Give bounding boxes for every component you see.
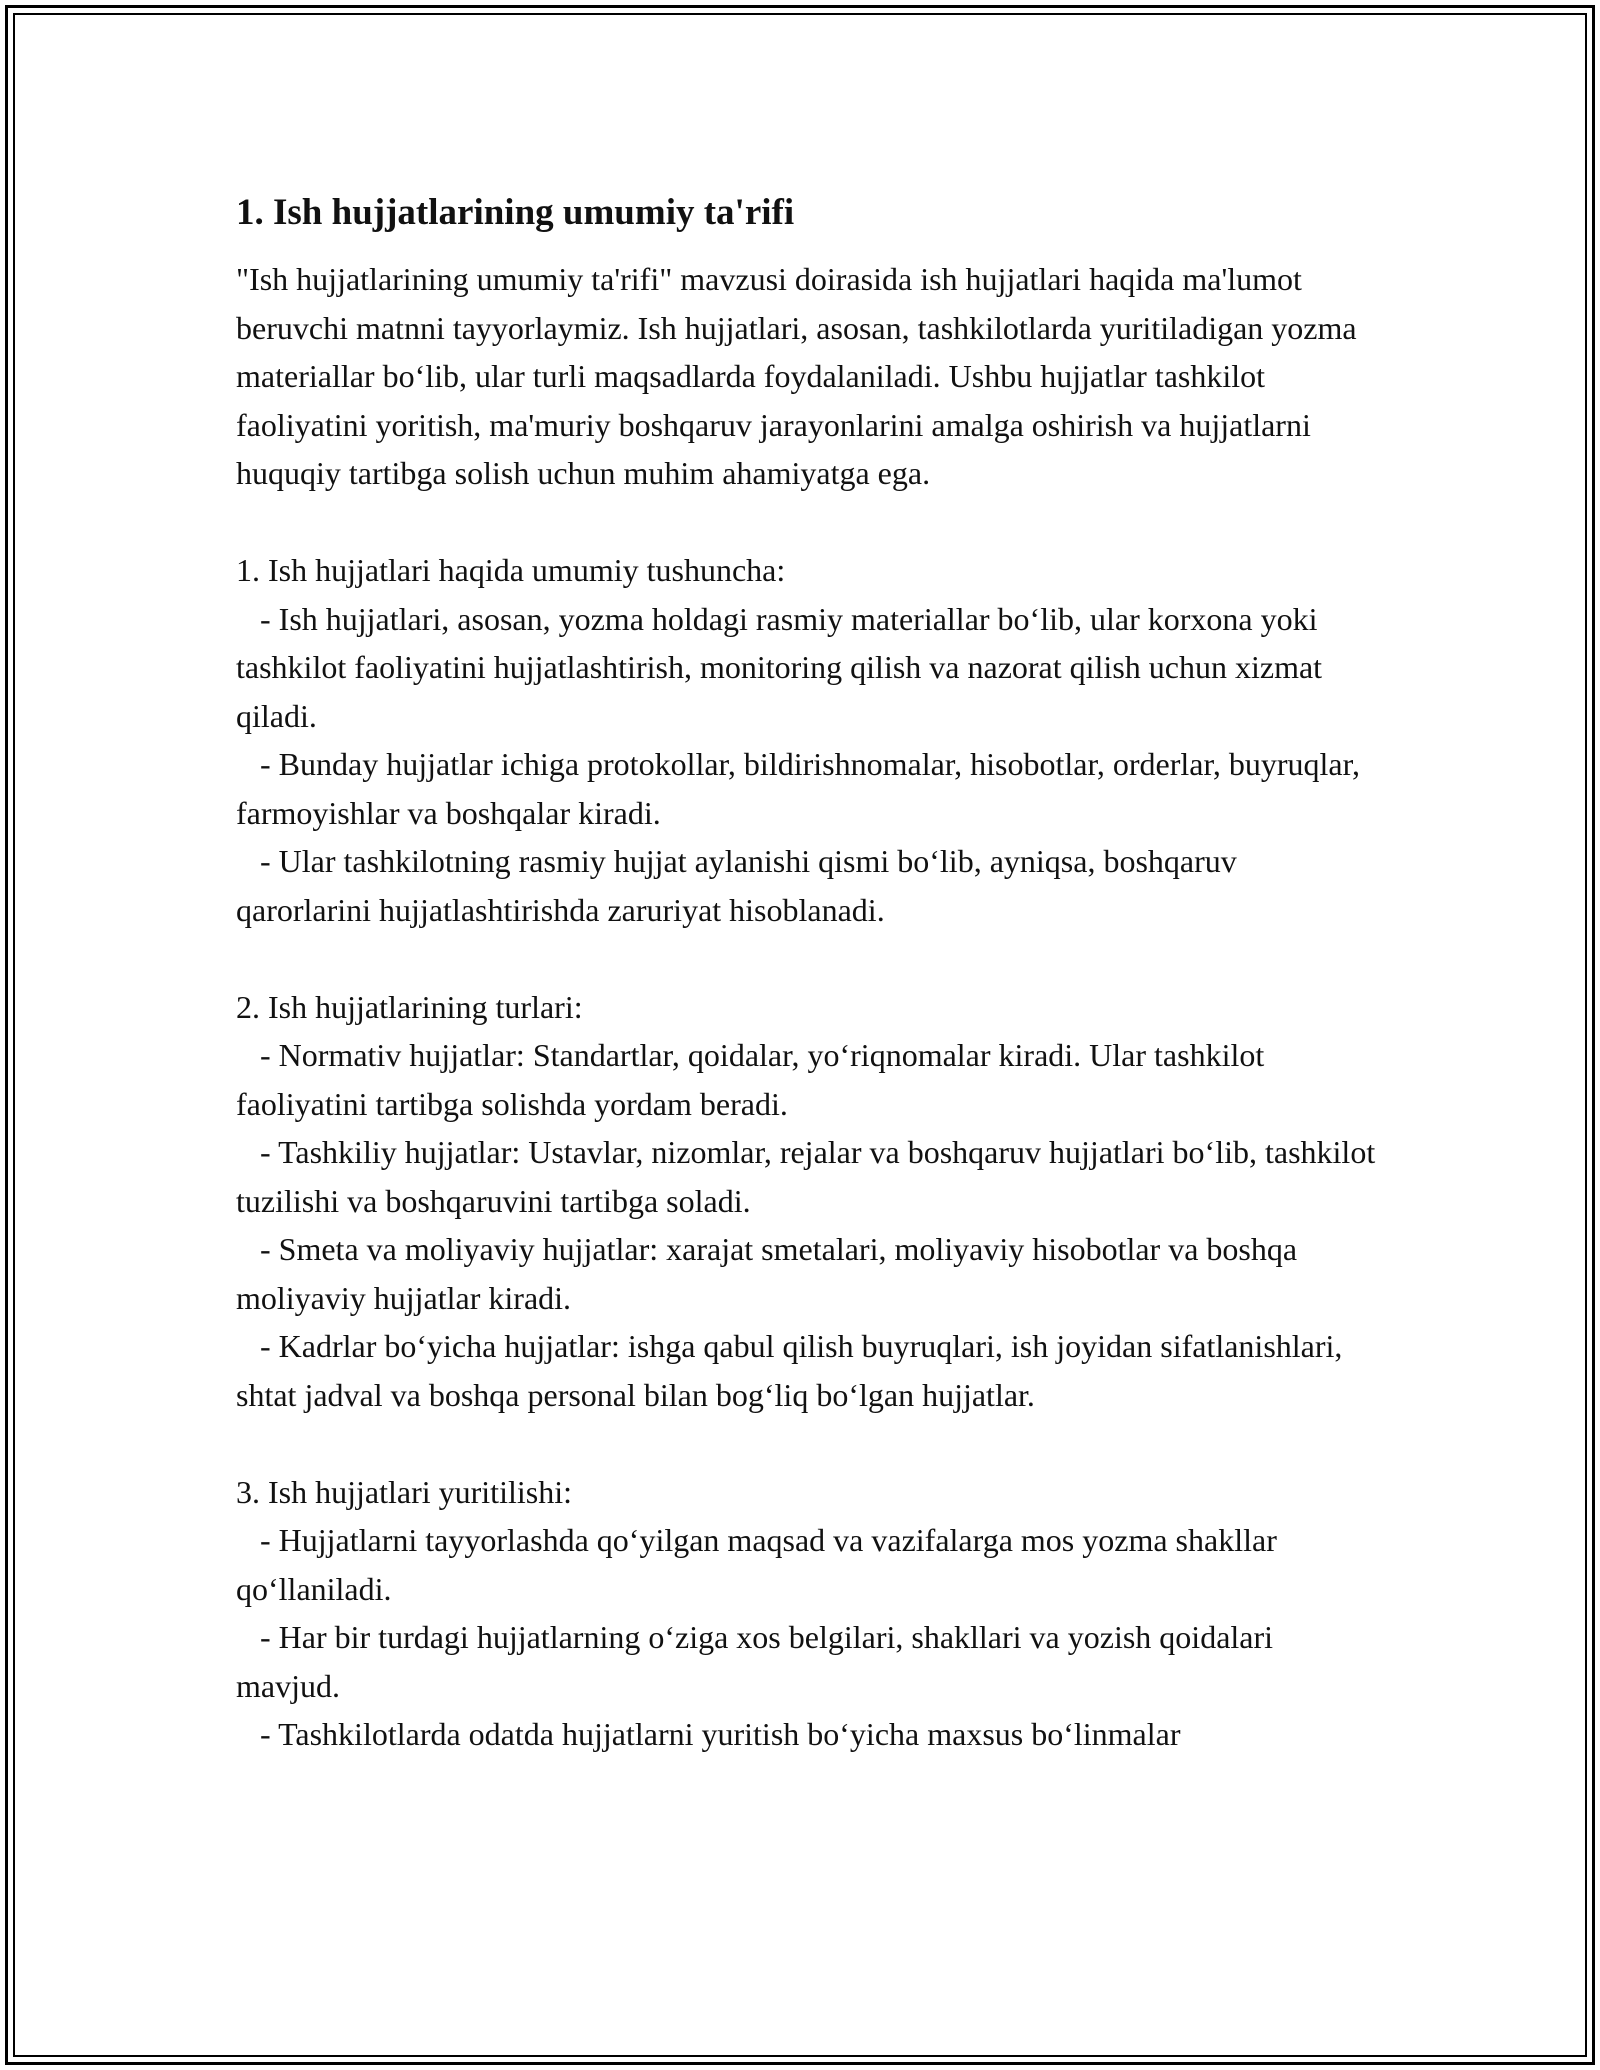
section-document-management [236,1468,1376,1759]
document-heading: 1. Ish hujjatlarining umumiy ta'rifi [236,192,795,233]
paragraph-gap [236,1419,1376,1468]
list-item: - Normativ hujjatlar: Standartlar, qoidalar, yo‘riqnomalar kiradi. Ular tashkilot faoliyatini tartibga solishda yordam beradi. [236,1037,1273,1122]
list-item: - Tashkiliy hujjatlar: Ustavlar, nizomlar, rejalar va boshqaruv hujjatlari bo‘lib, tashkilot tuzilishi va boshqaruvini tartibga soladi. [236,1134,1384,1219]
list-item: - Tashkilotlarda odatda hujjatlarni yuritish bo‘yicha maxsus bo‘linmalar [236,1716,1181,1752]
section-general-concept [236,546,1376,934]
list-item: - Ish hujjatlari, asosan, yozma holdagi rasmiy materiallar bo‘lib, ular korxona yoki tashkilot faoliyatini hujjatlashtirish, monitoring qilish va nazorat qilish uchun xizmat qiladi. [236,600,1331,734]
section-title: 1. Ish hujjatlari haqida umumiy tushuncha: [236,552,786,588]
list-item: - Har bir turdagi hujjatlarning o‘ziga xos belgilari, shakllari va yozish qoidalari mavjud. [236,1619,1282,1704]
section-title: 3. Ish hujjatlari yuritilishi: [236,1473,572,1510]
list-item: - Hujjatlarni tayyorlashda qo‘yilgan maqsad va vazifalarga mos yozma shakllar qo‘llaniladi. [236,1522,1285,1607]
section-title: 2. Ish hujjatlarining turlari: [236,988,583,1025]
list-item: - Smeta va moliyaviy hujjatlar: xarajat smetalari, moliyaviy hisobotlar va boshqa moliyaviy hujjatlar kiradi. [236,1231,1306,1316]
intro-paragraph: "Ish hujjatlarining umumiy ta'rifi" mavzusi doirasida ish hujjatlari haqida ma'lumot beruvchi matnni tayyorlaymiz. Ish hujjatlari, asosan, tashkilotlarda yuritiladigan yozma materiallar bo‘lib, ular turli maqsadlarda foydalaniladi. Ushbu hujjatlar tashkilot faoliyatini yoritish, ma'muriy boshqaruv jarayonlarini amalga oshirish va hujjatlarni huquqiy tartibga solish uchun muhim ahamiyatga ega. [236,261,1365,491]
list-item: - Kadrlar bo‘yicha hujjatlar: ishga qabul qilish buyruqlari, ish joyidan sifatlanishlari, shtat jadval va boshqa personal bilan bog‘liq bo‘lgan hujjatlar. [236,1328,1351,1413]
list-item: - Bunday hujjatlar ichiga protokollar, bildirishnomalar, hisobotlar, orderlar, buyruqlar, farmoyishlar va boshqalar kiradi. [236,746,1368,831]
list-item: - Ular tashkilotning rasmiy hujjat aylanishi qismi bo‘lib, ayniqsa, boshqaruv qarorlarini hujjatlashtirishda zaruriyat hisoblanadi. [236,843,1245,928]
document-body [236,187,1384,1759]
paragraph-gap [236,498,1376,547]
section-document-types [236,983,1384,1420]
paragraph-gap [236,934,1376,983]
